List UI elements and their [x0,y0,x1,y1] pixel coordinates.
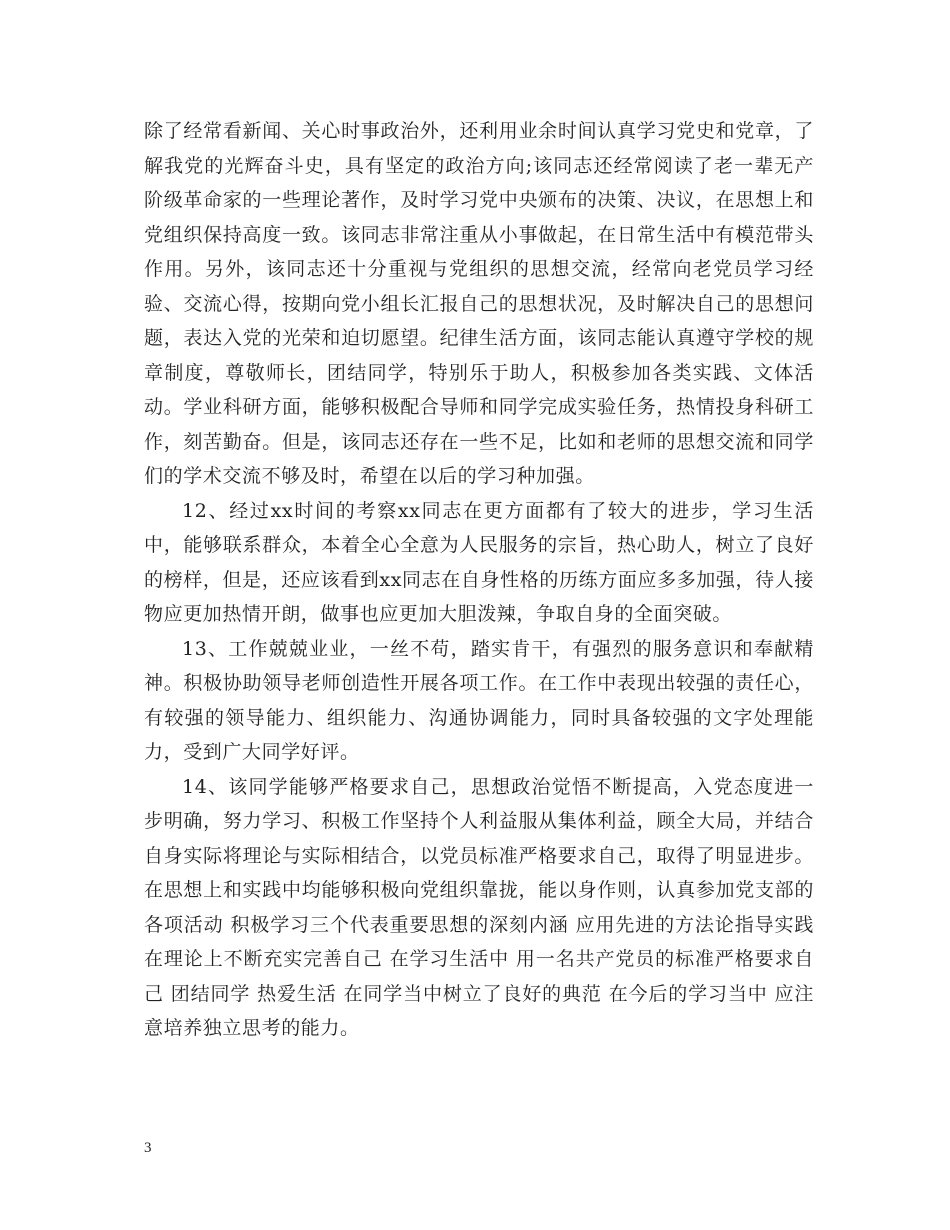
paragraph-14: 14、该同学能够严格要求自己，思想政治觉悟不断提高，入党态度进一步明确，努力学习、积极工作坚持个人利益服从集体利益，顾全大局，并结合自身实际将理论与实际相结合，以党员标准严格要求自己，取得了明显进步。在思想上和实践中均能够积极向党组织靠拢，能以身作则，认真参加党支部的各项活动 积极学习三个代表重要思想的深刻内涵 应用先进的方法论指导实践 在理论上不断充实完善自己 在学习生活中 用一名共产党员的标准严格要求自己 团结同学 热爱生活 在同学当中树立了良好的典范 在今后的学习当中 应注意培养独立思考的能力。 [144,775,814,1039]
page-number: 3 [144,1140,152,1156]
paragraph-continued: 除了经常看新闻、关心时事政治外，还利用业余时间认真学习党史和党章，了解我党的光辉奋斗史，具有坚定的政治方向;该同志还经常阅读了老一辈无产阶级革命家的一些理论著作，及时学习党中央颁布的决策、决议，在思想上和党组织保持高度一致。该同志非常注重从小事做起，在日常生活中有模范带头作用。另外，该同志还十分重视与党组织的思想交流，经常向老党员学习经验、交流心得，按期向党小组长汇报自己的思想状况，及时解决自己的思想问题，表达入党的光荣和迫切愿望。纪律生活方面，该同志能认真遵守学校的规章制度，尊敬师长，团结同学，特别乐于助人，积极参加各类实践、文体活动。学业科研方面，能够积极配合导师和同学完成实验任务，热情投身科研工作，刻苦勤奋。但是，该同志还存在一些不足，比如和老师的思想交流和同学们的学术交流不够及时，希望在以后的学习种加强。 [144,120,814,487]
paragraph-13: 13、工作兢兢业业，一丝不苟，踏实肯干，有强烈的服务意识和奉献精神。积极协助领导老师创造性开展各项工作。在工作中表现出较强的责任心，有较强的领导能力、组织能力、沟通协调能力，同时具备较强的文字处理能力，受到广大同学好评。 [144,637,814,763]
paragraph-12: 12、经过xx时间的考察xx同志在更方面都有了较大的进步，学习生活中，能够联系群众，本着全心全意为人民服务的宗旨，热心助人，树立了良好的榜样，但是，还应该看到xx同志在自身性格的历练方面应多多加强，待人接物应更加热情开朗，做事也应更加大胆泼辣，争取自身的全面突破。 [144,499,814,625]
document-body [144,114,814,1046]
